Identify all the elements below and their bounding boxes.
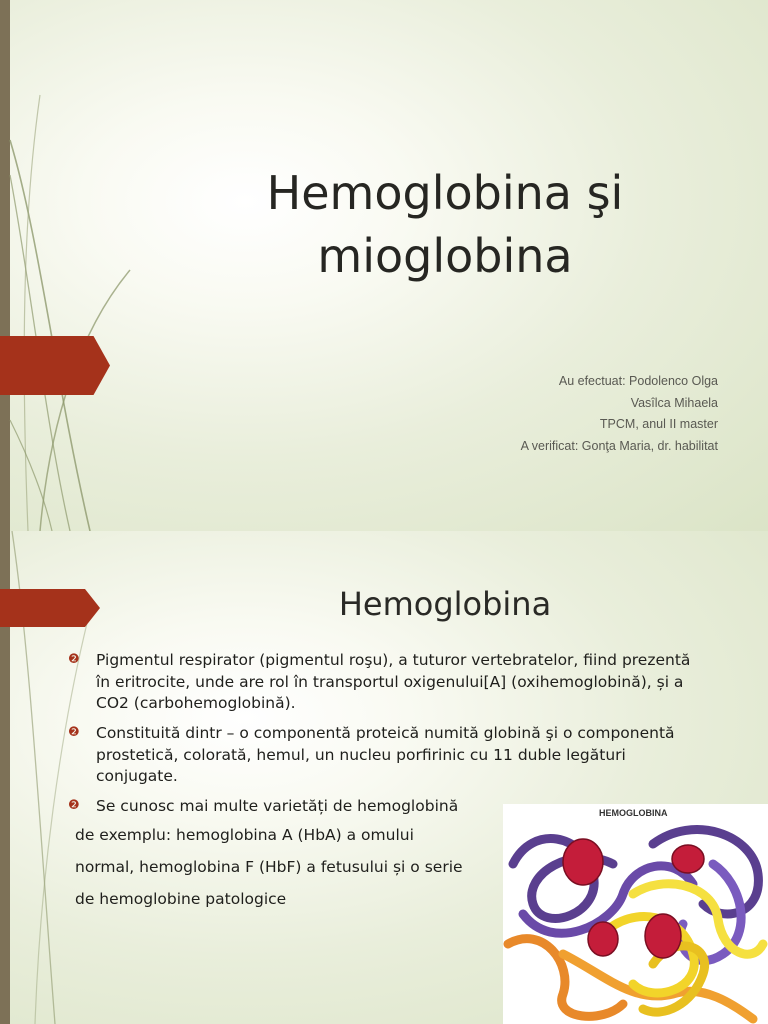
bullet-item <box>68 723 708 788</box>
bullet-item <box>68 650 708 715</box>
author-line: Vasîlca Mihaela <box>630 395 718 410</box>
authors-block <box>298 371 718 457</box>
title-line-2: mioglobina <box>317 229 573 283</box>
continuation-line: de exemplu: hemoglobina A (HbA) a omului <box>75 826 414 844</box>
decorative-curves <box>0 0 140 531</box>
accent-arrow-tab <box>0 336 110 395</box>
author-line: Au efectuat: Podolenco Olga <box>558 374 718 388</box>
bullet-marker-icon: ❷ <box>68 652 80 667</box>
supervisor-line: A verificat: Gonţa Maria, dr. habilitat <box>520 438 718 453</box>
accent-arrow-tab <box>0 589 100 627</box>
bullet-text: Se cunosc mai multe varietăți de hemoglobină <box>96 797 459 815</box>
content-slide <box>0 531 768 1024</box>
protein-ribbon-illustration <box>503 804 768 1024</box>
bullet-marker-icon: ❷ <box>68 725 80 740</box>
title-line-1: Hemoglobina şi <box>266 166 624 220</box>
hemoglobin-structure-image <box>503 804 768 1024</box>
figure-caption: HEMOGLOBINA <box>599 808 668 818</box>
continuation-line: de hemoglobine patologice <box>75 890 287 908</box>
author-line: TPCM, anul II master <box>599 417 718 431</box>
bullet-marker-icon: ❷ <box>68 798 80 813</box>
slide-title: Hemoglobina <box>338 585 552 623</box>
slide-title <box>180 162 710 288</box>
bullet-text: Constituită dintr – o componentă proteică numită globină şi o componentă prostetică, colorată, hemul, un nucleu porfirinic cu 11 duble legături conjugate. <box>96 724 675 785</box>
bullet-text: Pigmentul respirator (pigmentul roşu), a tuturor vertebratelor, fiind prezentă în eritrocite, unde are rol în transportul oxigenului[A] (oxihemoglobină), și a CO2 (carbohemoglobină). <box>96 651 691 712</box>
continuation-line: normal, hemoglobina F (HbF) a fetusului și o serie <box>75 858 463 876</box>
